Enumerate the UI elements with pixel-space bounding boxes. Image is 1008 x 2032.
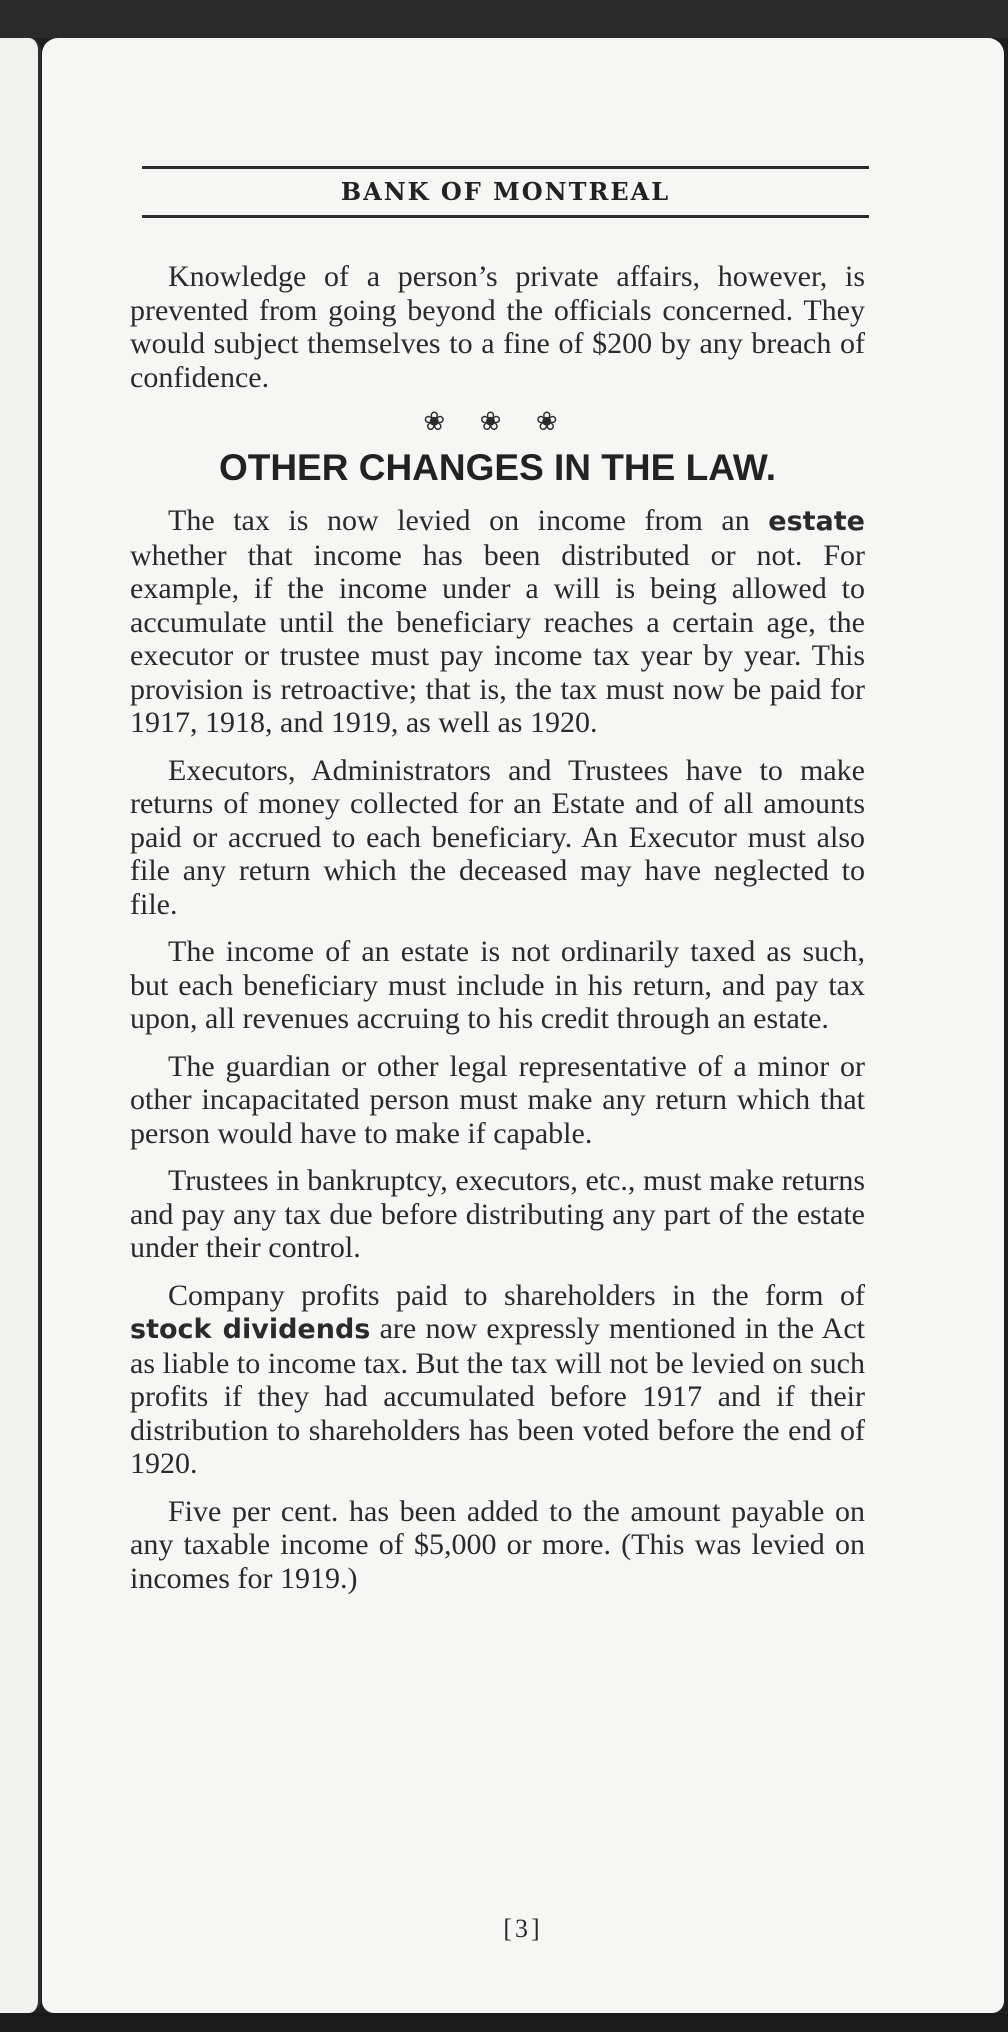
intro-paragraph: Knowledge of a person’s private affairs, however, is prevented from going beyond the officials concerned. They would subject themselves to a fine of $200 by any breach of confidence. (130, 260, 865, 394)
emphasis-estate: estate (768, 506, 865, 537)
scan-top-edge (0, 0, 1008, 38)
emphasis-stock-dividends: stock dividends (130, 1314, 371, 1345)
page-body (130, 260, 865, 1609)
running-header (142, 166, 869, 218)
paragraph-estate-taxation: The income of an estate is not ordinarily taxed as such, but each beneficiary must include in his return, and pay tax upon, all revenues accruing to his credit through an estate. (130, 935, 865, 1035)
scan-bottom-edge (0, 2013, 1008, 2032)
paragraph-text: whether that income has been distributed or not. For example, if the income under a will is being allowed to accumulate until the beneficiary reaches a certain age, the executor or trustee must pay income tax year by year. This provision is retroactive; that is, the tax must now be paid for 1917, 1918, and 1919, as well as 1920. (130, 538, 865, 739)
paragraph-text: Company profits paid to shareholders in the form of (168, 1278, 865, 1312)
paragraph-guardian: The guardian or other legal representative of a minor or other incapacitated person must make any return which that person would have to make if capable. (130, 1049, 865, 1150)
paragraph-text: are now expressly mentioned in the Act as liable to income tax. But the tax will not be levied on such profits if they had accumulated before 1917 and if their distribution to shareholders has been voted before the end of 1920. (130, 1312, 865, 1480)
paragraph-executors: Executors, Administrators and Trustees have to make returns of money collected for an Estate and of all amounts paid or accrued to each beneficiary. An Executor must also file any return which the deceased may have neglected to file. (130, 753, 865, 921)
paragraph-trustees-bankruptcy: Trustees in bankruptcy, executors, etc., must make returns and pay any tax due before distributing any part of the estate under their control. (130, 1164, 865, 1264)
paragraph-stock-dividends (130, 1279, 865, 1481)
section-heading: OTHER CHANGES IN THE LAW. (218, 447, 777, 488)
header-title: BANK OF MONTREAL (340, 177, 671, 206)
previous-page-edge (0, 38, 41, 2013)
document-page (42, 38, 1004, 2013)
paragraph-text: The tax is now levied on income from an (168, 504, 769, 537)
section-ornament: ❀ ❀ ❀ (423, 407, 572, 436)
paragraph-estate-income (130, 504, 865, 740)
page-number: [3] (503, 1914, 543, 1943)
header-rule-bottom (142, 215, 869, 218)
paragraph-surtax: Five per cent. has been added to the amount payable on any taxable income of $5,000 or more. (This was levied on incomes for 1919.) (130, 1494, 865, 1595)
